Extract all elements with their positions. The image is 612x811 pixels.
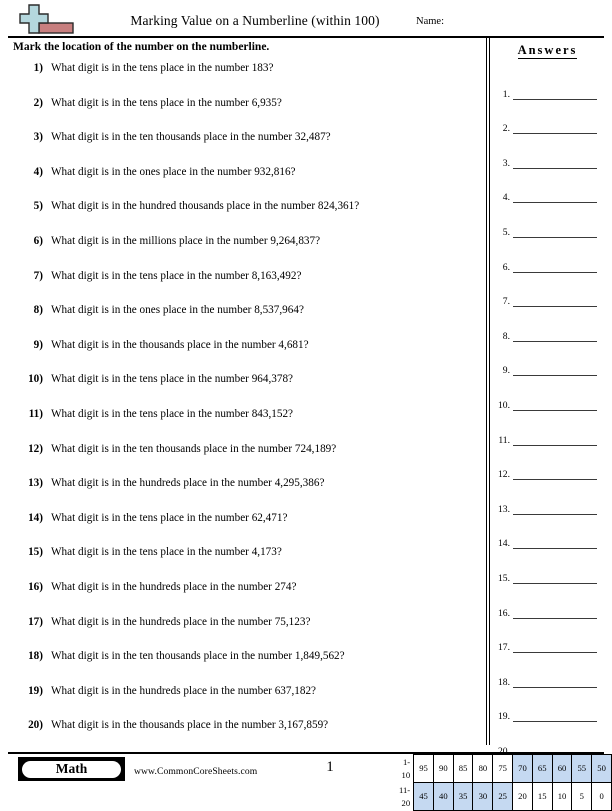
answer-blank-line[interactable] (513, 548, 597, 549)
answer-blank-line[interactable] (513, 99, 597, 100)
question-text: What digit is in the hundreds place in the number 4,295,386? (51, 477, 325, 490)
question-row (13, 577, 478, 612)
answer-number: 17. (498, 642, 510, 654)
answer-number: 18. (498, 676, 510, 688)
answer-blank-list (491, 72, 604, 764)
answer-row (491, 522, 604, 557)
question-text: What digit is in the tens place in the number 964,378? (51, 373, 294, 386)
question-number: 9) (33, 338, 43, 351)
question-text: What digit is in the tens place in the number 4,173? (51, 546, 282, 559)
answer-number: 14. (498, 538, 510, 550)
question-row (13, 369, 478, 404)
answer-blank-line[interactable] (513, 652, 597, 653)
score-cell: 95 (414, 755, 434, 783)
question-number: 16) (28, 580, 43, 593)
score-table-row (398, 783, 612, 811)
page-header (0, 0, 612, 38)
answer-row (491, 245, 604, 280)
answer-row (491, 418, 604, 453)
answer-row (491, 210, 604, 245)
question-text: What digit is in the ten thousands place in the number 32,487? (51, 131, 331, 144)
score-cell: 75 (493, 755, 513, 783)
answer-row (491, 591, 604, 626)
question-text: What digit is in the ones place in the number 8,537,964? (51, 304, 304, 317)
answers-panel (491, 38, 604, 745)
answer-number: 13. (498, 503, 510, 515)
question-row (13, 542, 478, 577)
question-text: What digit is in the ten thousands place in the number 724,189? (51, 442, 337, 455)
answer-number: 1. (502, 88, 510, 100)
score-cell: 90 (433, 755, 453, 783)
answer-number: 10. (498, 399, 510, 411)
score-cell: 60 (552, 755, 572, 783)
question-row (13, 439, 478, 474)
question-row (13, 681, 478, 716)
answer-number: 9. (502, 365, 510, 377)
question-text: What digit is in the tens place in the number 183? (51, 62, 274, 74)
answer-row (491, 107, 604, 142)
score-range-label: 1-10 (401, 756, 411, 780)
answer-row (491, 72, 604, 107)
answer-number: 2. (502, 123, 510, 135)
answer-blank-line[interactable] (513, 272, 597, 273)
answer-blank-line[interactable] (513, 202, 597, 203)
question-number: 14) (28, 511, 43, 524)
answer-blank-line[interactable] (513, 237, 597, 238)
answer-number: 15. (498, 572, 510, 584)
answer-blank-line[interactable] (513, 479, 597, 480)
score-cell: 40 (433, 783, 453, 811)
question-number: 7) (33, 269, 43, 282)
answer-number: 4. (502, 192, 510, 204)
question-text: What digit is in the tens place in the number 6,935? (51, 96, 282, 109)
answer-row (491, 453, 604, 488)
answer-number: 11. (498, 434, 510, 446)
answer-row (491, 383, 604, 418)
answer-number: 12. (498, 469, 510, 481)
answer-blank-line[interactable] (513, 514, 597, 515)
answer-blank-line[interactable] (513, 721, 597, 722)
question-text: What digit is in the tens place in the number 62,471? (51, 511, 288, 524)
answers-heading (491, 43, 604, 58)
answer-row (491, 280, 604, 315)
question-number: 11) (28, 407, 43, 420)
answers-heading-label: Answers (517, 43, 578, 57)
question-row (13, 646, 478, 681)
score-cell: 80 (473, 755, 493, 783)
question-row (13, 715, 478, 750)
name-label: Name: (416, 16, 444, 27)
answer-blank-line[interactable] (513, 445, 597, 446)
question-text: What digit is in the hundreds place in the number 75,123? (51, 615, 311, 628)
question-number: 8) (33, 304, 43, 317)
question-number: 17) (28, 615, 43, 628)
answer-number: 8. (502, 330, 510, 342)
answer-row (491, 556, 604, 591)
answer-blank-line[interactable] (513, 168, 597, 169)
score-range-label: 11-20 (399, 784, 411, 808)
score-table-grid (398, 754, 612, 811)
question-row (13, 473, 478, 508)
answer-blank-line[interactable] (513, 618, 597, 619)
question-row (13, 196, 478, 231)
plus-and-bar-logo-icon (17, 4, 79, 38)
question-number: 5) (33, 200, 43, 213)
answer-number: 3. (502, 157, 510, 169)
question-number: 3) (33, 131, 43, 144)
question-text: What digit is in the thousands place in the number 3,167,859? (51, 719, 329, 732)
question-number: 1) (33, 62, 43, 74)
score-cell: 20 (513, 783, 533, 811)
page-title: Marking Value on a Numberline (within 100) (130, 13, 380, 28)
answer-blank-line[interactable] (513, 341, 597, 342)
score-cell: 70 (513, 755, 533, 783)
answer-row (491, 695, 604, 730)
question-text: What digit is in the thousands place in the number 4,681? (51, 338, 309, 351)
question-number: 6) (33, 234, 43, 247)
score-cell: 50 (592, 755, 612, 783)
question-number: 15) (28, 546, 43, 559)
answer-row (491, 141, 604, 176)
answer-number: 6. (502, 261, 510, 273)
question-row (13, 162, 478, 197)
question-number: 19) (28, 684, 43, 697)
question-number: 4) (33, 165, 43, 178)
score-cell: 65 (532, 755, 552, 783)
answer-number: 7. (502, 296, 510, 308)
instruction-text: Mark the location of the number on the numberline. (13, 41, 270, 53)
question-row (13, 231, 478, 266)
question-text: What digit is in the hundreds place in the number 637,182? (51, 684, 317, 697)
answer-row (491, 314, 604, 349)
answer-blank-line[interactable] (513, 687, 597, 688)
answer-row (491, 487, 604, 522)
question-text: What digit is in the ones place in the number 932,816? (51, 165, 296, 178)
answer-blank-line[interactable] (513, 133, 597, 134)
question-row (13, 300, 478, 335)
score-cell: 0 (592, 783, 612, 811)
answer-number: 5. (502, 226, 510, 238)
question-text: What digit is in the hundred thousands place in the number 824,361? (51, 200, 360, 213)
question-number: 20) (28, 719, 43, 732)
score-conversion-table (398, 754, 612, 811)
question-number: 13) (28, 477, 43, 490)
score-cell: 25 (493, 783, 513, 811)
question-text: What digit is in the tens place in the number 843,152? (51, 407, 294, 420)
question-row (13, 127, 478, 162)
page-number: 1 (326, 759, 334, 775)
score-cell: 5 (572, 783, 592, 811)
answer-row (491, 349, 604, 384)
question-row (13, 404, 478, 439)
answer-row (491, 660, 604, 695)
question-number: 2) (33, 96, 43, 109)
question-number: 12) (28, 442, 43, 455)
question-text: What digit is in the tens place in the number 8,163,492? (51, 269, 302, 282)
question-row (13, 508, 478, 543)
answer-row (491, 626, 604, 661)
question-text: What digit is in the hundreds place in the number 274? (51, 580, 297, 593)
subject-badge (18, 757, 125, 781)
question-number: 18) (28, 650, 43, 663)
question-text: What digit is in the millions place in the number 9,264,837? (51, 234, 321, 247)
question-text: What digit is in the ten thousands place in the number 1,849,562? (51, 650, 345, 663)
question-number: 10) (28, 373, 43, 386)
question-list (13, 58, 478, 750)
score-cell: 15 (532, 783, 552, 811)
answer-blank-line[interactable] (513, 306, 597, 307)
question-row (13, 266, 478, 301)
answer-blank-line[interactable] (513, 583, 597, 584)
score-cell: 45 (414, 783, 434, 811)
score-cell: 55 (572, 755, 592, 783)
question-row (13, 58, 478, 93)
answer-row (491, 176, 604, 211)
answer-blank-line[interactable] (513, 375, 597, 376)
answer-blank-line[interactable] (513, 410, 597, 411)
score-cell: 85 (453, 755, 473, 783)
score-cell: 35 (453, 783, 473, 811)
answer-number: 16. (498, 607, 510, 619)
question-row (13, 335, 478, 370)
score-cell: 30 (473, 783, 493, 811)
score-table-row (398, 755, 612, 783)
subject-badge-label: Math (22, 761, 121, 778)
website-url[interactable]: www.CommonCoreSheets.com (134, 766, 258, 777)
question-row (13, 93, 478, 128)
answer-number: 19. (498, 711, 510, 723)
question-row (13, 612, 478, 647)
score-cell: 10 (552, 783, 572, 811)
